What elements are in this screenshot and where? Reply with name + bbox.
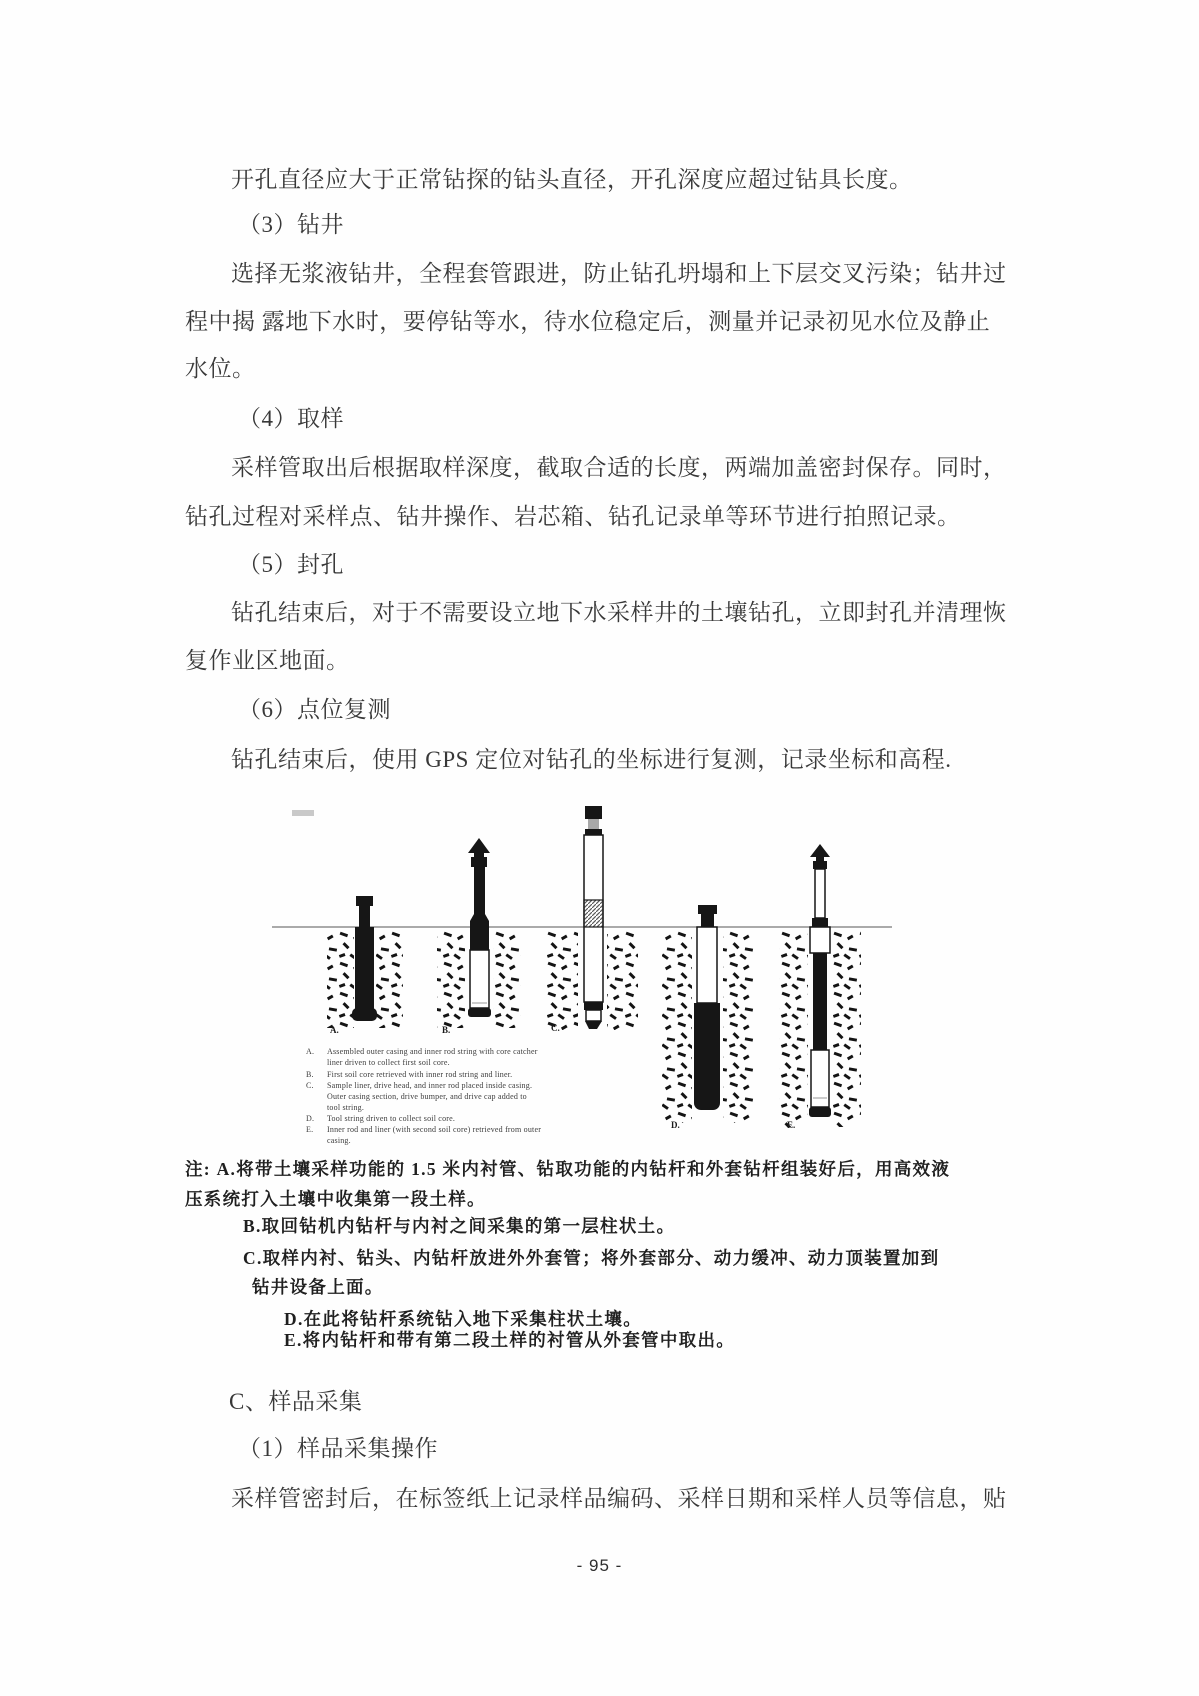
heading-sample-collection: C、样品采集 — [229, 1389, 363, 1414]
body-line: 采样管密封后，在标签纸上记录样品编码、采样日期和采样人员等信息，贴 — [231, 1486, 1007, 1511]
up-arrow-icon — [810, 844, 830, 857]
figure-caption-english — [306, 1047, 541, 1145]
svg-text:Tool string driven to collect: Tool string driven to collect soil core. — [327, 1114, 456, 1123]
body-line: 选择无浆液钻井，全程套管跟进，防止钻孔坍塌和上下层交叉污染；钻井过 — [231, 261, 1007, 286]
svg-text:Inner rod and liner (with seco: Inner rod and liner (with second soil core) retrieved from outer — [327, 1125, 542, 1134]
svg-text:First soil core retrieved with: First soil core retrieved with inner rod string and liner. — [327, 1070, 513, 1079]
svg-text:Outer casing section, drive bu: Outer casing section, drive bumper, and drive cap added to — [327, 1092, 527, 1101]
heading-sample-collection-operation: （1）样品采集操作 — [238, 1436, 438, 1461]
drill-string-c — [584, 806, 603, 1029]
body-line: 开孔直径应大于正常钻探的钻头直径，开孔深度应超过钻具长度。 — [231, 167, 913, 192]
heading-sampling: （4）取样 — [238, 406, 344, 431]
drill-string-b — [468, 838, 491, 1017]
body-line: 钻孔过程对采样点、钻井操作、岩芯箱、钻孔记录单等环节进行拍照记录。 — [185, 504, 961, 529]
svg-text:D.: D. — [306, 1114, 315, 1123]
figure-note-line: E.将内钻杆和带有第二段土样的衬管从外套管中取出。 — [284, 1330, 736, 1350]
svg-text:tool string.: tool string. — [327, 1103, 365, 1112]
body-line: 钻孔结束后，使用 GPS 定位对钻孔的坐标进行复测，记录坐标和高程. — [231, 747, 952, 772]
drill-string-d — [694, 905, 720, 1110]
figure-direct-push-sampling-diagram — [250, 795, 910, 1165]
drill-string-e — [809, 844, 831, 1117]
figure-note-line: 压系统打入土壤中收集第一段土样。 — [185, 1189, 486, 1209]
svg-text:casing.: casing. — [327, 1136, 351, 1145]
svg-text:Assembled outer casing and inn: Assembled outer casing and inner rod string with core catcher — [327, 1047, 538, 1056]
figure-note-line: C.取样内衬、钻头、内钻杆放进外外套管；将外套部分、动力缓冲、动力顶装置加到 — [243, 1248, 940, 1268]
figure-note-line: D.在此将钻杆系统钻入地下采集柱状土壤。 — [284, 1309, 643, 1329]
body-line: 复作业区地面。 — [185, 648, 350, 673]
heading-position-recheck: （6）点位复测 — [238, 697, 391, 722]
heading-drilling: （3）钻井 — [238, 212, 344, 237]
stage-label-e: E. — [787, 1120, 796, 1130]
drill-string-a — [352, 896, 377, 1021]
stage-label-c: C. — [551, 1023, 560, 1033]
svg-text:E.: E. — [306, 1125, 314, 1134]
figure-note-line: 注: A.将带土壤采样功能的 1.5 米内衬管、钻取功能的内钻杆和外套钻杆组装好后，用高效液 — [185, 1159, 951, 1179]
body-line: 水位。 — [185, 356, 256, 381]
body-line: 程中揭 露地下水时，要停钻等水，待水位稳定后，测量并记录初见水位及静止 — [185, 309, 991, 334]
svg-text:liner driven to collect first: liner driven to collect first soil core. — [327, 1058, 450, 1067]
figure-note-line: 钻井设备上面。 — [252, 1277, 384, 1297]
scan-artifact — [292, 810, 314, 816]
svg-text:B.: B. — [306, 1070, 314, 1079]
stage-label-a: A. — [330, 1025, 339, 1035]
stage-label-b: B. — [442, 1025, 451, 1035]
up-arrow-icon — [468, 838, 490, 853]
heading-sealing: （5）封孔 — [238, 552, 344, 577]
svg-text:C.: C. — [306, 1081, 314, 1090]
figure-note-line: B.取回钻机内钻杆与内衬之间采集的第一层柱状土。 — [243, 1216, 676, 1236]
stage-label-d: D. — [671, 1120, 680, 1130]
svg-text:Sample liner, drive head, and: Sample liner, drive head, and inner rod placed inside casing. — [327, 1081, 533, 1090]
body-line: 采样管取出后根据取样深度，截取合适的长度，两端加盖密封保存。同时， — [231, 455, 1007, 480]
page-number: - 95 - — [576, 1556, 623, 1575]
svg-text:A.: A. — [306, 1047, 315, 1056]
body-line: 钻孔结束后，对于不需要设立地下水采样井的土壤钻孔，立即封孔并清理恢 — [231, 600, 1007, 625]
